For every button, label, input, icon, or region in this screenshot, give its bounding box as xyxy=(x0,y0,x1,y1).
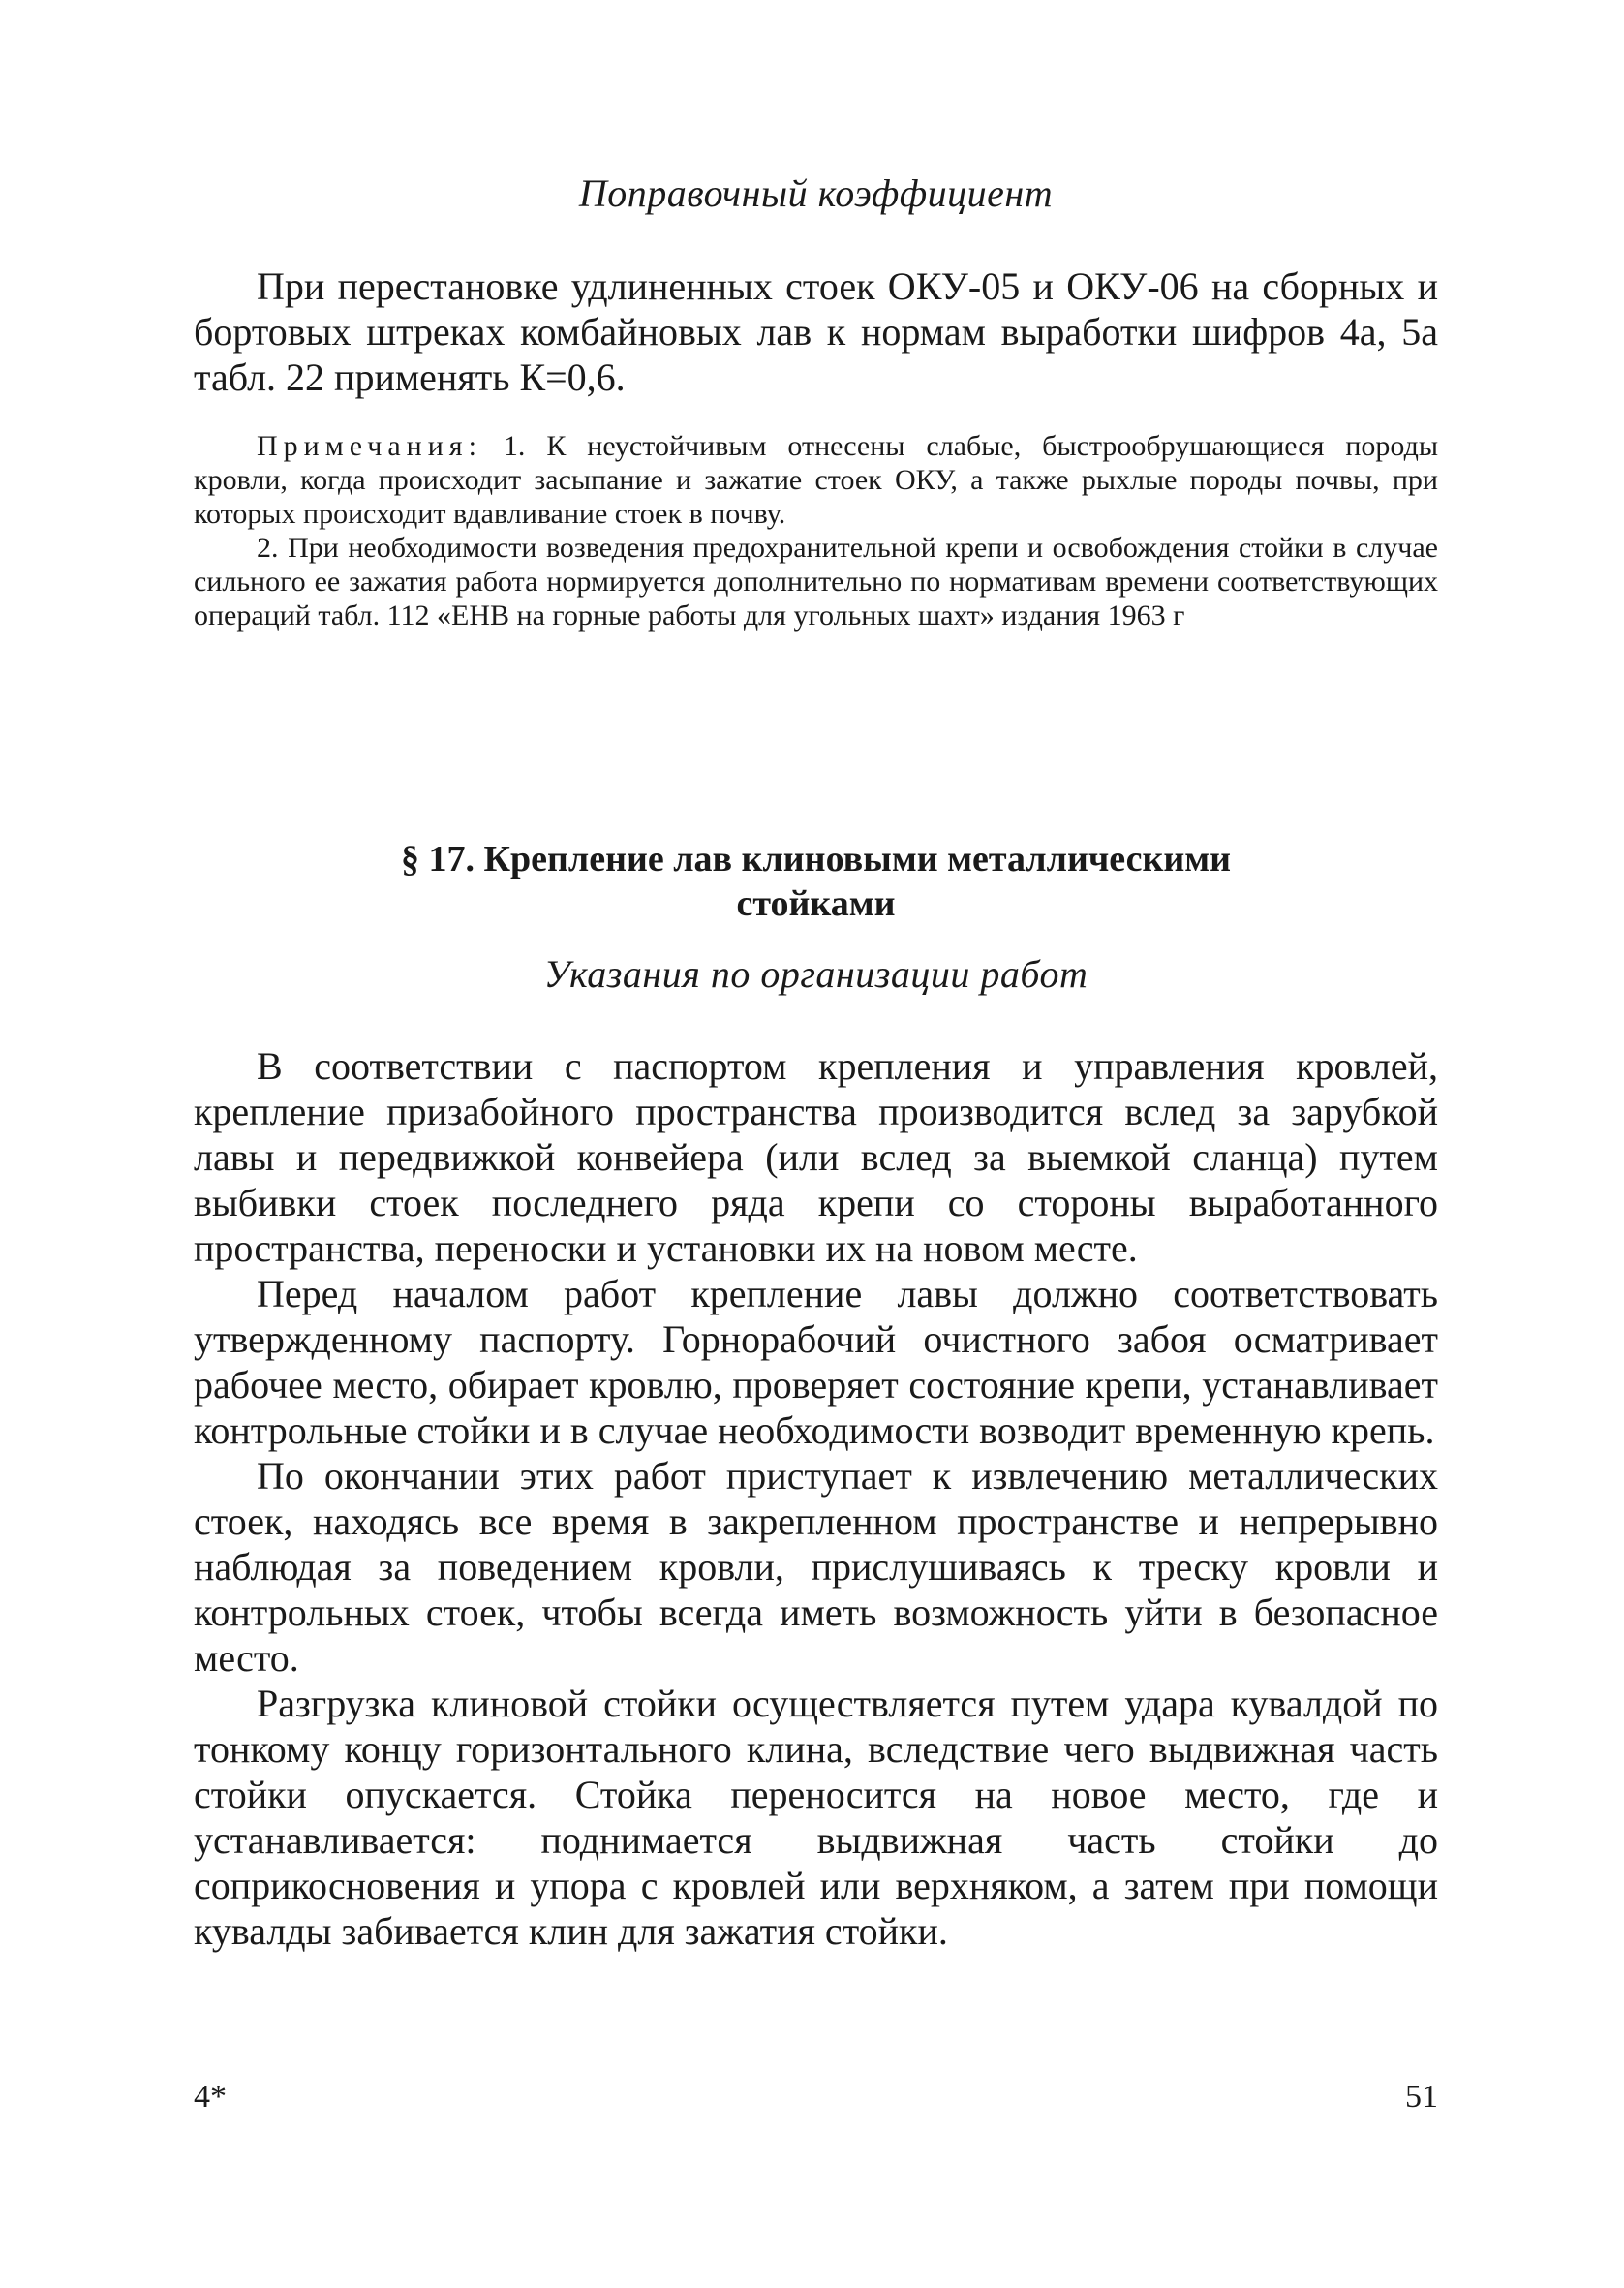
correction-paragraph: При перестановке удлиненных стоек ОКУ-05 и ОКУ-06 на сборных и бортовых штреках комбайновых лав к нормам выработки шифров 4а, 5а табл. 22 применять К=0,6. xyxy=(194,264,1438,399)
correction-paragraph-block xyxy=(194,263,1438,400)
section-subheading: Указания по организации работ xyxy=(543,952,1088,996)
notes-block xyxy=(194,429,1438,633)
section-paragraph-4: Разгрузка клиновой стойки осуществляется путем удара кувалдой по тонкому концу горизонтального клина, вследствие чего выдвижная часть стойки опускается. Стойка переносится на новое место, где и устанавливается: поднимается выдвижная часть стойки до соприкосновения и упора с кровлей или верхняком, а затем при помощи кувалды забивается клин для зажатия стойки. xyxy=(194,1682,1438,1953)
note-1-text: 1. К неустойчивым отнесены слабые, быстрообрушающиеся породы кровли, когда происходит засыпание и зажатие стоек ОКУ, а также рыхлые породы почвы, при которых происходит вдавливание стоек в почву. xyxy=(194,430,1438,530)
correction-heading: Поправочный коэффициент xyxy=(578,171,1054,215)
section-paragraph-1: В соответствии с паспортом крепления и управления кровлей, крепление призабойного пространства производится вслед за зарубкой лавы и передвижкой конвейера (или вслед за выемкой сланца) путем выбивки стоек последнего ряда крепи со стороны выработанного пространства, переноски и установки их на новом месте. xyxy=(194,1044,1438,1270)
section-title-line-2: стойками xyxy=(736,883,896,924)
section-title xyxy=(194,837,1438,926)
section-title-line-1: § 17. Крепление лав клиновыми металлическими xyxy=(400,839,1232,880)
note-1 xyxy=(194,429,1438,531)
notes-label: Примечания: xyxy=(257,430,482,462)
section-paragraph-2: Перед началом работ крепление лавы должно соответствовать утвержденному паспорту. Горнорабочий очистного забоя осматривает рабочее место, обирает кровлю, проверяет состояние крепи, устанавливает контрольные стойки и в случае необходимости возводит временную крепь. xyxy=(194,1272,1438,1452)
document-page xyxy=(194,0,1438,2288)
section-body xyxy=(194,1043,1438,1954)
signature-mark: 4* xyxy=(194,2079,227,2115)
note-2: 2. При необходимости возведения предохранительной крепи и освобождения стойки в случае сильного ее зажатия работа нормируется дополнительно по нормативам времени соответствующих операций табл. 112 «ЕНВ на горные работы для угольных шахт» издания 1963 г xyxy=(194,532,1438,632)
page-number: 51 xyxy=(1405,2079,1438,2115)
section-paragraph-3: По окончании этих работ приступает к извлечению металлических стоек, находясь все время в закрепленном пространстве и непрерывно наблюдая за поведением кровли, прислушиваясь к треску кровли и контрольных стоек, чтобы всегда иметь возможность уйти в безопасное место. xyxy=(194,1454,1438,1680)
